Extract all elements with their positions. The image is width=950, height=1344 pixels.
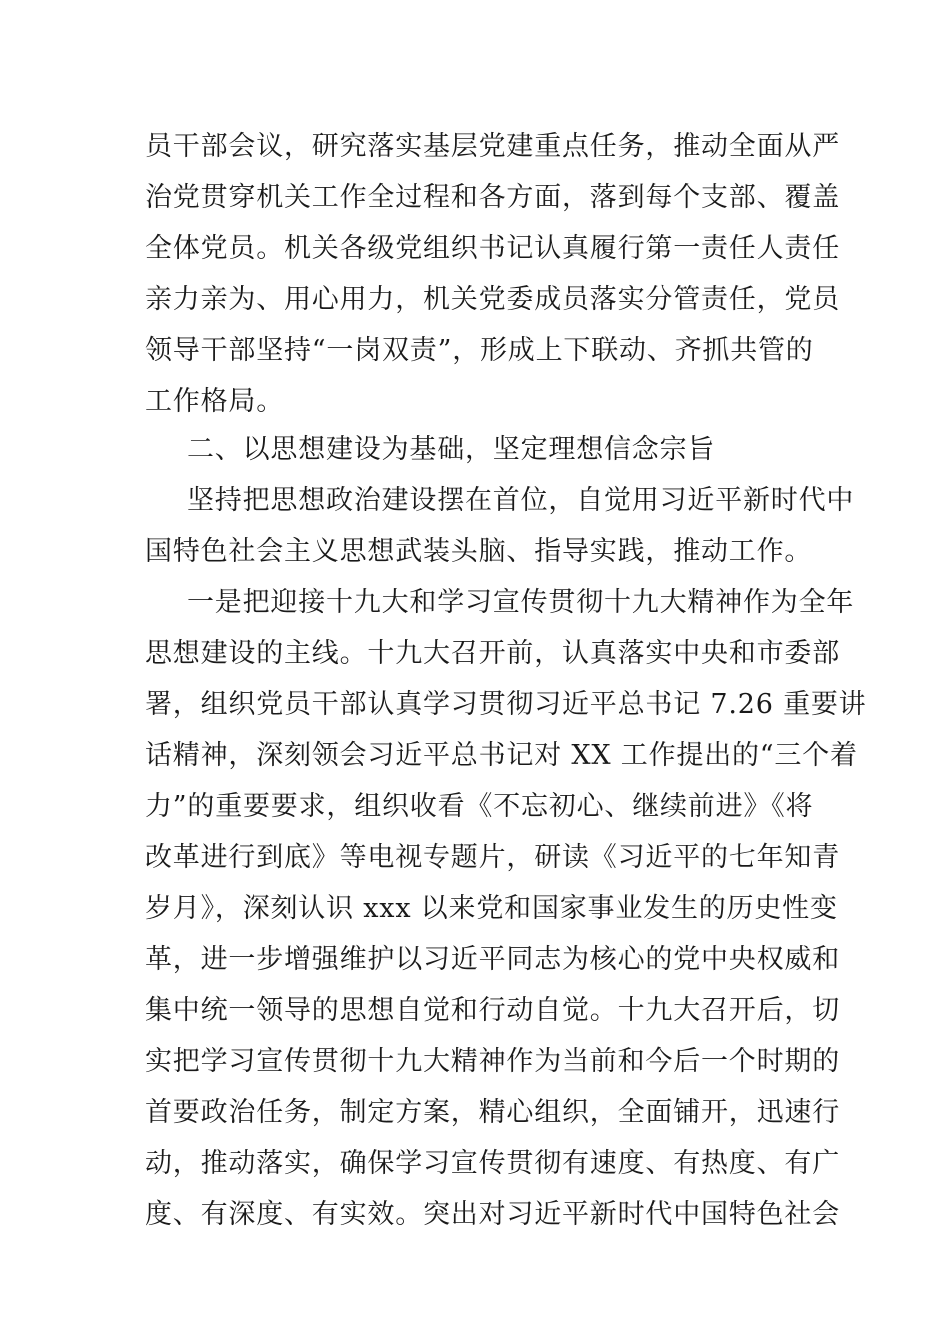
text-line: 岁月》，深刻认识 xxx 以来党和国家事业发生的历史性变: [145, 893, 838, 924]
text-line: 亲力亲为、用心用力，机关党委成员落实分管责任，党员: [145, 284, 840, 315]
section-heading: 二、以思想建设为基础，坚定理想信念宗旨: [187, 434, 716, 465]
text-line: 全体党员。机关各级党组织书记认真履行第一责任人责任: [145, 233, 840, 264]
text-line: 思想建设的主线。十九大召开前，认真落实中央和市委部: [145, 638, 840, 669]
text-line: 工作格局。: [145, 386, 284, 417]
text-line: 改革进行到底》等电视专题片，研读《习近平的七年知青: [145, 842, 840, 873]
text-line: 首要政治任务，制定方案，精心组织，全面铺开，迅速行: [145, 1097, 840, 1128]
text-line: 实把学习宣传贯彻十九大精神作为当前和今后一个时期的: [145, 1046, 840, 1077]
text-line: 革，进一步增强维护以习近平同志为核心的党中央权威和: [145, 944, 840, 975]
text-line: 话精神，深刻领会习近平总书记对 XX 工作提出的“三个着: [145, 740, 858, 771]
text-line: 集中统一领导的思想自觉和行动自觉。十九大召开后，切: [145, 995, 840, 1026]
text-line: 署，组织党员干部认真学习贯彻习近平总书记 7.26 重要讲: [145, 689, 867, 720]
text-line: 治党贯穿机关工作全过程和各方面，落到每个支部、覆盖: [145, 182, 840, 213]
text-line: 国特色社会主义思想武装头脑、指导实践，推动工作。: [145, 536, 813, 567]
text-line: 力”的重要要求，组织收看《不忘初心、继续前进》《将: [145, 791, 814, 822]
text-line: 动，推动落实，确保学习宣传贯彻有速度、有热度、有广: [145, 1148, 840, 1179]
text-line: 坚持把思想政治建设摆在首位，自觉用习近平新时代中: [187, 485, 855, 516]
text-line: 员干部会议，研究落实基层党建重点任务，推动全面从严: [145, 131, 840, 162]
text-line: 领导干部坚持“一岗双责”，形成上下联动、齐抓共管的: [145, 335, 814, 366]
text-line: 度、有深度、有实效。突出对习近平新时代中国特色社会: [145, 1199, 840, 1230]
text-line: 一是把迎接十九大和学习宣传贯彻十九大精神作为全年: [187, 587, 855, 618]
